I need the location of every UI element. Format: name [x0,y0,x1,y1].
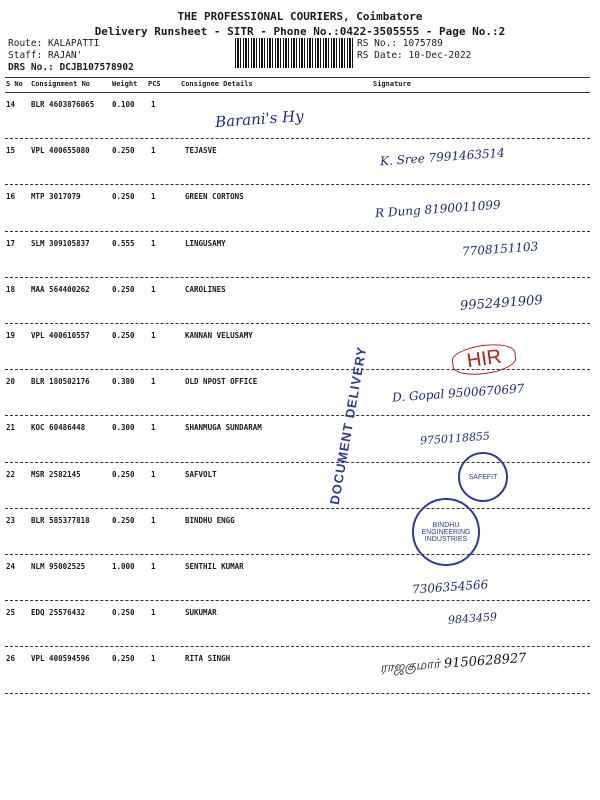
row-sno: 17 [6,238,16,248]
row-signature: Barani's Hy [214,106,305,132]
row-sno: 20 [6,377,16,387]
row-sno: 18 [6,284,16,294]
col-consignment: Consignment No [31,80,91,88]
row-consignee: SAFVOLT [185,469,217,479]
staff-label: Staff: RAJAN' [8,50,83,61]
row-weight: 0.250 [112,608,135,618]
row-pcs: 1 [151,284,156,294]
row-consignee: CAROLINES [185,284,226,294]
row-consignment: SLM 309105837 [31,238,90,248]
row-consignee: KANNAN VELUSAMY [185,331,253,340]
row-consignment: NLM 95002525 [31,562,86,571]
row-consignment: MSR 2582145 [31,469,81,479]
row-pcs: 1 [151,608,156,618]
row-signature: 7306354566 [411,577,489,597]
row-divider [5,138,590,139]
row-consignee: GREEN CORTONS [185,192,244,202]
row-weight: 0.250 [112,192,135,202]
row-sno: 15 [6,146,16,156]
row-pcs: 1 [151,331,156,340]
row-consignment: VPL 400655080 [31,146,90,156]
row-pcs: 1 [151,146,156,156]
row-consignment: BLR 585377818 [31,515,90,525]
row-sno: 25 [6,608,16,618]
row-signature: ராஜகுமார் 9150628927 [379,650,528,677]
row-sno: 19 [6,331,16,340]
row-consignee: BINDHU ENGG [185,515,235,525]
row-weight: 0.250 [112,284,135,294]
row-signature: 9843459 [447,610,498,627]
row-consignee: SENTHIL KUMAR [185,562,244,571]
row-weight: 0.555 [112,238,135,248]
rs-info [357,38,471,62]
route-label: Route: KALAPATTI [8,38,100,49]
row-divider [5,554,590,555]
row-weight: 1.000 [112,562,135,571]
row-consignment: MTP 3017079 [31,192,81,202]
header-rule-top [5,77,590,78]
row-weight: 0.100 [112,100,135,109]
row-consignee: LINGUSAMY [185,238,226,248]
row-consignment: EDQ 25576432 [31,608,86,618]
row-pcs: 1 [151,192,156,202]
row-pcs: 1 [151,238,156,248]
row-signature: 7708151103 [461,239,539,259]
row-divider [5,415,590,416]
col-consignee: Consignee Details [181,80,253,88]
row-sno: 24 [6,562,16,571]
row-consignment: KOC 60486448 [31,423,86,433]
row-divider [5,231,590,232]
row-divider [5,646,590,647]
row-consignee: RITA SINGH [185,654,231,664]
row-consignment: MAA 564400262 [31,284,90,294]
row-sno: 22 [6,469,16,479]
row-consignment: BLR 4603876065 [31,100,95,109]
row-weight: 0.380 [112,377,135,387]
rs-date: RS Date: 10-Dec-2022 [357,50,472,61]
row-divider [5,323,590,324]
row-sno: 14 [6,100,16,109]
row-signature: 9952491909 [459,293,544,314]
row-weight: 0.250 [112,331,135,340]
row-sno: 23 [6,515,16,525]
row-sno: 16 [6,192,16,202]
row-signature: K. Sree 7991463514 [379,145,506,169]
rs-number: RS No.: 1075789 [357,38,443,49]
row-consignment: VPL 400610557 [31,331,90,340]
row-sno: 21 [6,423,16,433]
col-pcs: PCS [148,80,161,88]
row-pcs: 1 [151,377,156,387]
runsheet-subtitle: Delivery Runsheet - SITR - Phone No.:0422-3505555 - Page No.:2 [94,25,506,38]
row-pcs: 1 [151,100,156,109]
row-consignment: BLR 180502176 [31,377,90,387]
col-weight: Weight [112,80,138,88]
row-divider [5,277,590,278]
row-signature: 9750118855 [419,429,491,448]
row-consignment: VPL 400594596 [31,654,90,664]
engineering-seal: BINDHU ENGINEERING INDUSTRIES [412,498,480,566]
row-weight: 0.300 [112,423,135,433]
col-signature: Signature [373,80,411,88]
col-sno: S No [6,80,23,88]
row-pcs: 1 [151,515,156,525]
row-divider [5,693,590,694]
runsheet-title: THE PROFESSIONAL COURIERS, Coimbatore [177,10,423,23]
row-pcs: 1 [151,469,156,479]
row-divider [5,184,590,185]
row-weight: 0.250 [112,146,135,156]
row-weight: 0.250 [112,515,135,525]
header-rule-bottom [5,92,590,93]
row-weight: 0.250 [112,469,135,479]
row-consignee: TEJASVE [185,146,217,156]
safefit-seal: SAFEFIT [458,452,508,502]
row-pcs: 1 [151,654,156,664]
row-consignee: SHANMUGA SUNDARAM [185,423,262,433]
row-divider [5,600,590,601]
row-weight: 0.250 [112,654,135,664]
barcode [235,38,353,68]
row-signature: D. Gopal 9500670697 [391,381,525,405]
drs-label: DRS No.: DCJB107578902 [8,62,134,73]
row-signature: R Dung 8190011099 [374,197,502,221]
row-divider [5,508,590,509]
document-delivery-stamp: DOCUMENT DELIVERY [326,345,370,506]
hir-mark: HIR [450,341,518,379]
row-pcs: 1 [151,562,156,571]
row-consignee: OLD NPOST OFFICE [185,377,258,387]
row-sno: 26 [6,654,16,664]
row-consignee: SUKUMAR [185,608,217,618]
row-pcs: 1 [151,423,156,433]
route-info [8,38,134,74]
